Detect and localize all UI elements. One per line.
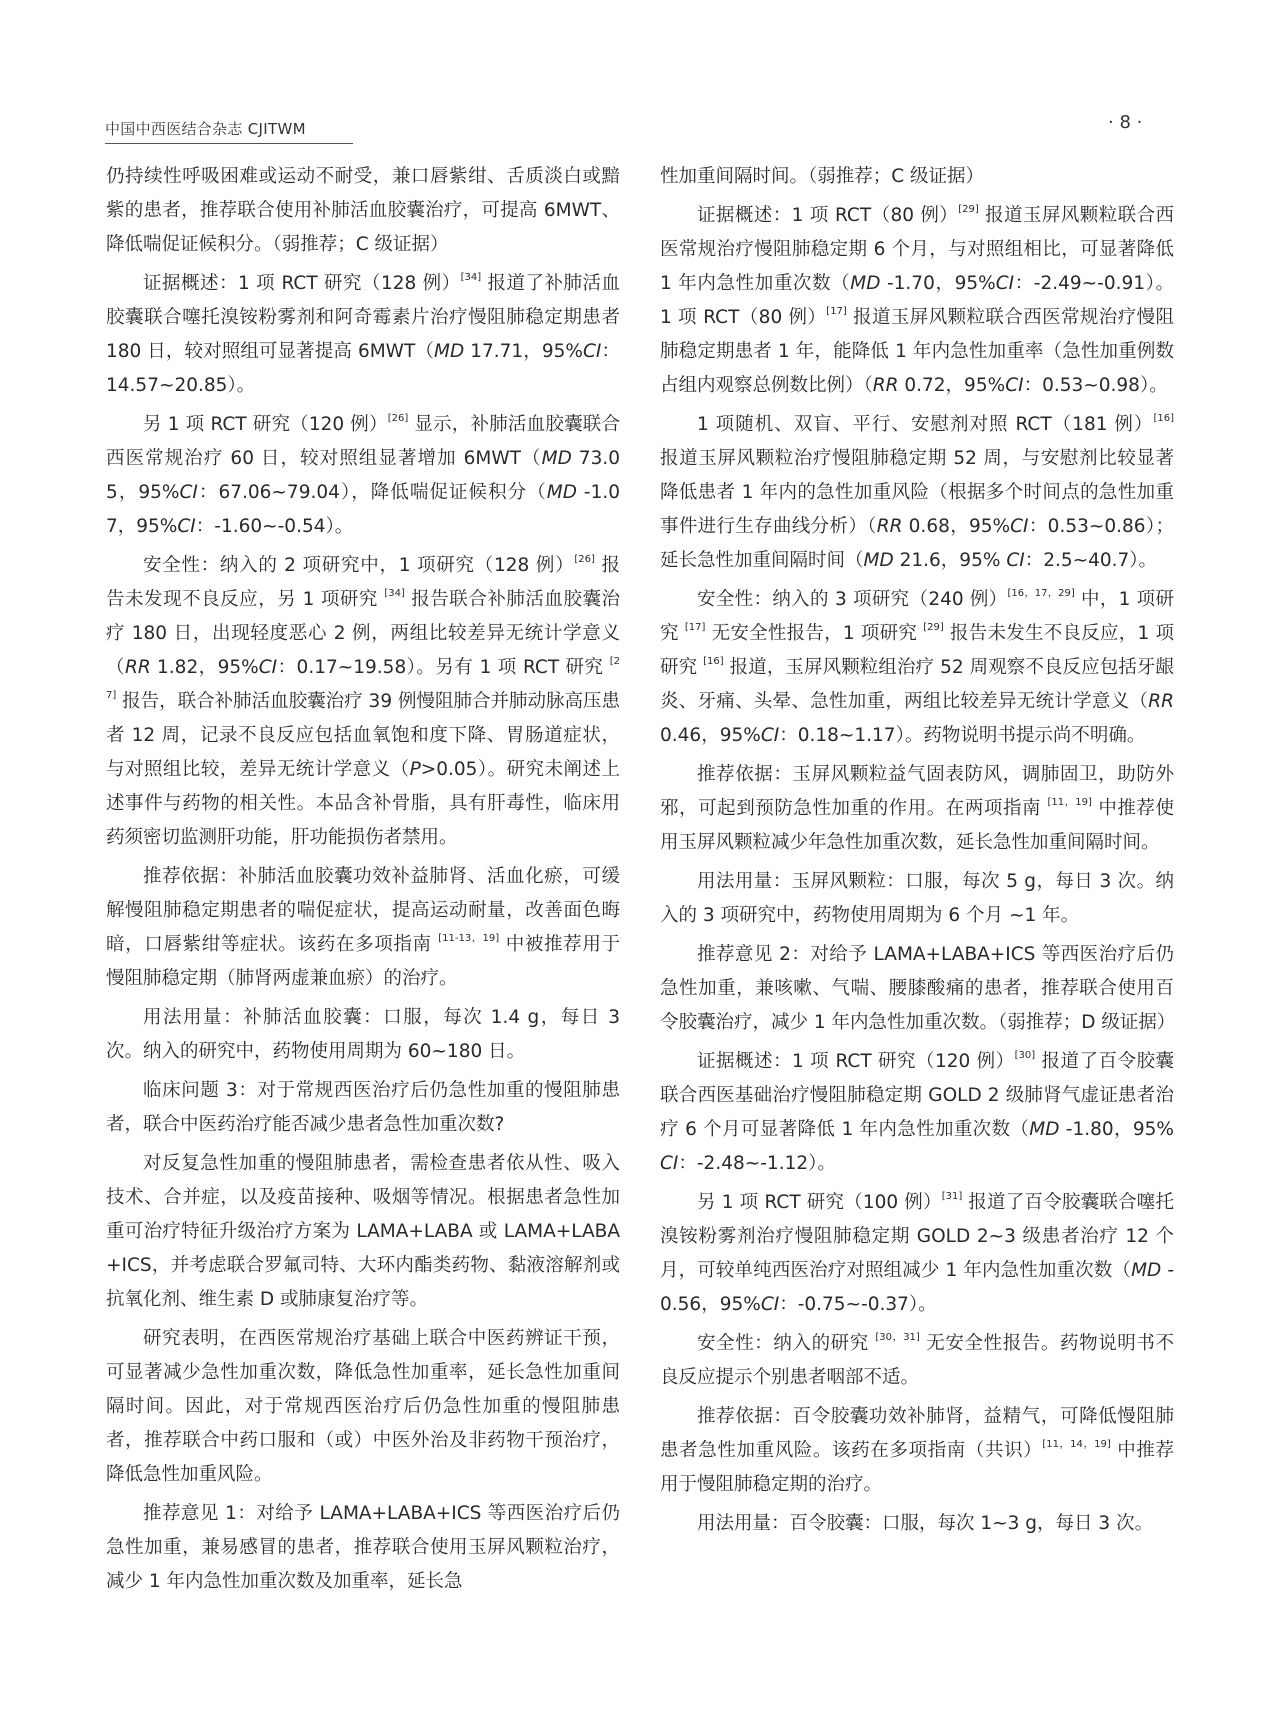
paragraph: 另 1 项 RCT 研究（120 例）[26] 显示，补肺活血胶囊联合西医常规治疗 60 日，较对照组显著增加 6MWT（MD 73.05，95%CI：67.06~79.04），降低喘促证候积分（MD -1.07，95%CI：-1.60~-0.54）。 bbox=[106, 413, 620, 537]
paragraph: 安全性：纳入的 3 项研究（240 例）[16，17，29] 中，1 项研究 [17] 无安全性报告，1 项研究 [29] 报告未发生不良反应，1 项研究 [16] 报道，玉屏风颗粒组治疗 52 周观察不良反应包括牙龈炎、牙痛、头晕、急性加重，两组比较差异无统计学意义（RR 0.46，95%CI：0.18~1.17）。药物说明书提示尚不明确。 bbox=[660, 588, 1174, 746]
paragraph: 用法用量：玉屏风颗粒：口服，每次 5 g，每日 3 次。纳入的 3 项研究中，药物使用周期为 6 个月 ~1 年。 bbox=[660, 871, 1174, 926]
paragraph: 用法用量：补肺活血胶囊：口服，每次 1.4 g，每日 3 次。纳入的研究中，药物使用周期为 60~180 日。 bbox=[106, 1007, 620, 1062]
paragraph: 推荐意见 2：对给予 LAMA+LABA+ICS 等西医治疗后仍急性加重，兼咳嗽、气喘、腰膝酸痛的患者，推荐联合使用百令胶囊治疗，减少 1 年内急性加重次数。（弱推荐；D 级证据） bbox=[660, 944, 1176, 1033]
paragraph: 研究表明，在西医常规治疗基础上联合中医药辨证干预，可显著减少急性加重次数，降低急性加重率，延长急性加重间隔时间。因此，对于常规西医治疗后仍急性加重的慢阻肺患者，推荐联合中药口服和（或）中医外治及非药物干预治疗，降低急性加重风险。 bbox=[106, 1328, 620, 1485]
paragraph: 仍持续性呼吸困难或运动不耐受，兼口唇紫绀、舌质淡白或黯紫的患者，推荐联合使用补肺活血胶囊治疗，可提高 6MWT、降低喘促证候积分。（弱推荐；C 级证据） bbox=[106, 166, 620, 255]
paragraph: 临床问题 3：对于常规西医治疗后仍急性加重的慢阻肺患者，联合中医药治疗能否减少患者急性加重次数? bbox=[106, 1080, 620, 1135]
paragraph: 对反复急性加重的慢阻肺患者，需检查患者依从性、吸入技术、合并症，以及疫苗接种、吸烟等情况。根据患者急性加重可治疗特征升级治疗方案为 LAMA+LABA 或 LAMA+LABA+ICS，并考虑联合罗氟司特、大环内酯类药物、黏液溶解剂或抗氧化剂、维生素 D 或肺康复治疗等。 bbox=[106, 1153, 620, 1310]
paragraph: 安全性：纳入的研究 [30，31] 无安全性报告。药物说明书不良反应提示个别患者咽部不适。 bbox=[660, 1332, 1174, 1388]
paragraph: 推荐依据：百令胶囊功效补肺肾，益精气，可降低慢阻肺患者急性加重风险。该药在多项指南（共识）[11，14，19] 中推荐用于慢阻肺稳定期的治疗。 bbox=[660, 1406, 1174, 1495]
page-number: · 8 · bbox=[1108, 112, 1143, 133]
right-column bbox=[660, 160, 1174, 1546]
left-column bbox=[106, 160, 620, 1604]
paragraph: 证据概述：1 项 RCT 研究（120 例）[30] 报道了百令胶囊联合西医基础治疗慢阻肺稳定期 GOLD 2 级肺肾气虚证患者治疗 6 个月可显著降低 1 年内急性加重次数（MD -1.80，95%CI：-2.48~-1.12）。 bbox=[660, 1050, 1174, 1174]
paragraph: 推荐依据：玉屏风颗粒益气固表防风，调肺固卫，助防外邪，可起到预防急性加重的作用。在两项指南 [11，19] 中推荐使用玉屏风颗粒减少年急性加重次数，延长急性加重间隔时间。 bbox=[660, 764, 1174, 853]
paragraph: 推荐意见 1：对给予 LAMA+LABA+ICS 等西医治疗后仍急性加重，兼易感冒的患者，推荐联合使用玉屏风颗粒治疗，减少 1 年内急性加重次数及加重率，延长急 bbox=[106, 1503, 620, 1592]
paragraph: 另 1 项 RCT 研究（100 例）[31] 报道了百令胶囊联合噻托溴铵粉雾剂治疗慢阻肺稳定期 GOLD 2~3 级患者治疗 12 个月，可较单纯西医治疗对照组减少 1 年内急性加重次数（MD -0.56，95%CI：-0.75~-0.37）。 bbox=[660, 1191, 1174, 1315]
paragraph: 性加重间隔时间。（弱推荐；C 级证据） bbox=[660, 166, 985, 187]
paragraph: 用法用量：百令胶囊：口服，每次 1~3 g，每日 3 次。 bbox=[697, 1513, 1154, 1534]
paragraph: 安全性：纳入的 2 项研究中，1 项研究（128 例）[26] 报告未发现不良反应，另 1 项研究 [34] 报告联合补肺活血胶囊治疗 180 日，出现轻度恶心 2 例，两组比较差异无统计学意义（RR 1.82，95%CI：0.17~19.58）。另有 1 项 RCT 研究 [27] 报告，联合补肺活血胶囊治疗 39 例慢阻肺合并肺动脉高压患者 12 周，记录不良反应包括血氧饱和度下降、胃肠道症状，与对照组比较，差异无统计学意义（P>0.05）。研究未阐述上述事件与药物的相关性。本品含补骨脂，具有肝毒性，临床用药须密切监测肝功能，肝功能损伤者禁用。 bbox=[106, 554, 620, 848]
paragraph: 证据概述：1 项 RCT（80 例）[29] 报道玉屏风颗粒联合西医常规治疗慢阻肺稳定期 6 个月，与对照组相比，可显著降低 1 年内急性加重次数（MD -1.70，95%CI：-2.49~-0.91）。1 项 RCT（80 例）[17] 报道玉屏风颗粒联合西医常规治疗慢阻肺稳定期患者 1 年，能降低 1 年内急性加重率（急性加重例数占组内观察总例数比例）（RR 0.72，95%CI：0.53~0.98）。 bbox=[660, 204, 1174, 396]
paragraph: 1 项随机、双盲、平行、安慰剂对照 RCT（181 例）[16] 报道玉屏风颗粒治疗慢阻肺稳定期 52 周，与安慰剂比较显著降低患者 1 年内的急性加重风险（根据多个时间点的急性加重事件进行生存曲线分析）（RR 0.68，95%CI：0.53~0.86）；延长急性加重间隔时间（MD 21.6，95% CI：2.5~40.7）。 bbox=[660, 413, 1174, 571]
paragraph: 证据概述：1 项 RCT 研究（128 例）[34] 报道了补肺活血胶囊联合噻托溴铵粉雾剂和阿奇霉素片治疗慢阻肺稳定期患者 180 日，较对照组可显著提高 6MWT（MD 17.71，95%CI：14.57~20.85）。 bbox=[106, 272, 620, 396]
journal-header: 中国中西医结合杂志 CJITWM bbox=[105, 118, 353, 144]
paragraph: 推荐依据：补肺活血胶囊功效补益肺肾、活血化瘀，可缓解慢阻肺稳定期患者的喘促症状，提高运动耐量，改善面色晦暗，口唇紫绀等症状。该药在多项指南 [11-13，19] 中被推荐用于慢阻肺稳定期（肺肾两虚兼血瘀）的治疗。 bbox=[106, 866, 620, 989]
